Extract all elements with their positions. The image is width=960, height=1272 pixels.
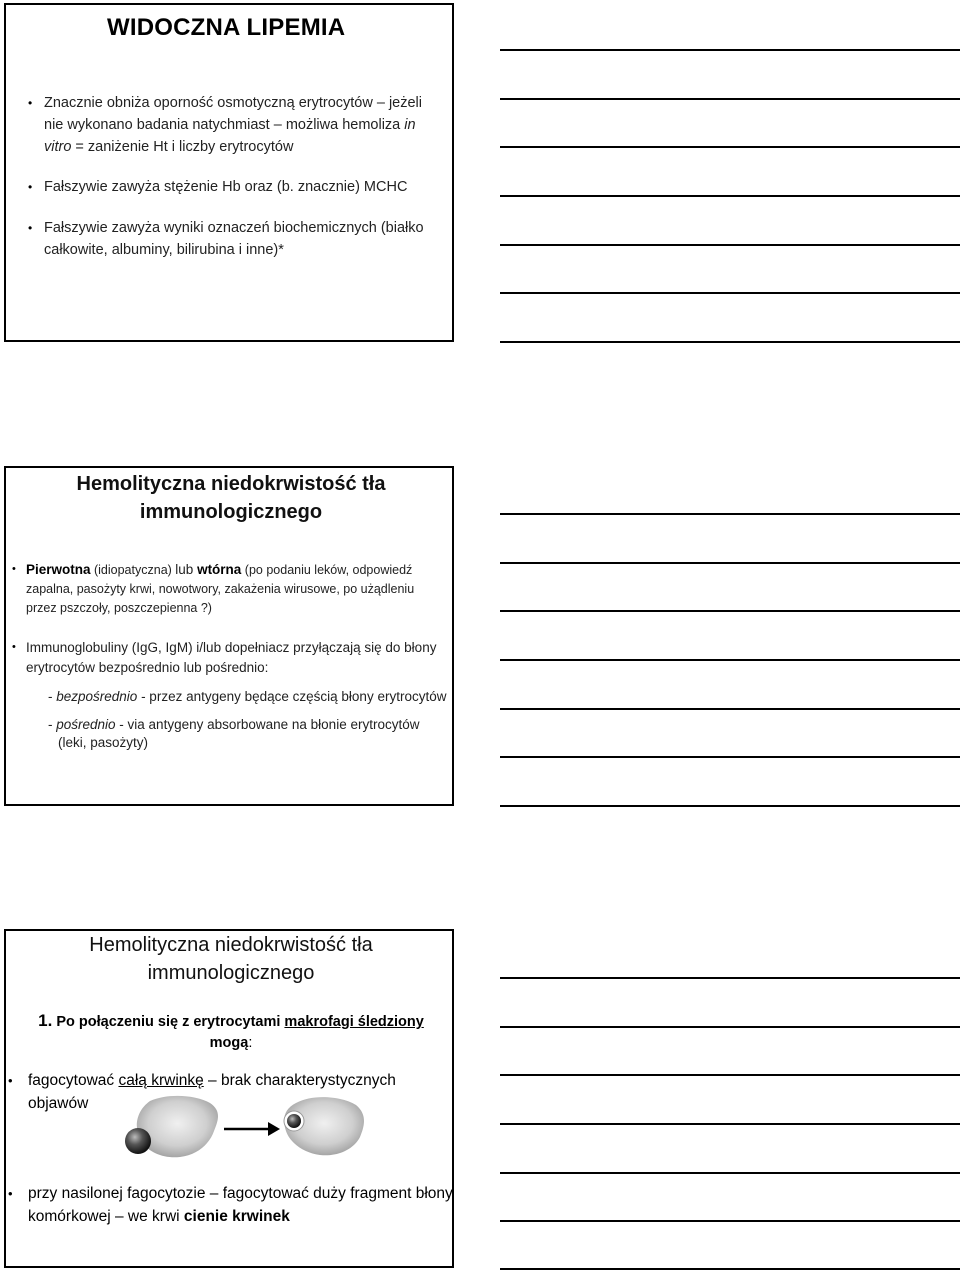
slide2-bullet-2-text: Immunoglobuliny (IgG, IgM) i/lub dopełniacz przyłączają się do błony erytrocytów bezpośrednio lub pośrednio:	[26, 640, 437, 675]
slide3-bullet-2	[6, 1182, 454, 1228]
slide2-title-line2: immunologicznego	[139, 501, 323, 523]
arrow-head-icon	[268, 1122, 280, 1136]
notes-column	[500, 0, 960, 1272]
erythrocyte-left-shape	[125, 1128, 151, 1154]
note-line	[500, 1026, 960, 1028]
slide2-sub-posrednio	[26, 716, 448, 752]
slide3-intro-text-a: Po połączeniu się z erytrocytami	[52, 1014, 285, 1030]
slide3-intro-colon: :	[248, 1035, 253, 1051]
macrophage-left-shape	[137, 1096, 218, 1157]
note-line	[500, 1074, 960, 1076]
slide1-title: WIDOCZNA LIPEMIA	[107, 14, 346, 41]
note-line	[500, 805, 960, 807]
slide2-term-wtorna: wtórna	[197, 562, 242, 577]
note-line	[500, 1268, 960, 1270]
slide3-bullet-2-a: przy nasilonej fagocytozie – fagocytować duży fragment błony komórkowej – we krwi	[28, 1185, 453, 1225]
slide1-bullet-1-text-b: = zaniżenie Ht i liczby erytrocytów	[71, 139, 294, 155]
slide3-title-line2: immunologicznego	[147, 962, 315, 984]
note-line	[500, 708, 960, 710]
slide1-bullet-list	[28, 92, 440, 279]
note-line	[500, 49, 960, 51]
note-line	[500, 610, 960, 612]
note-line	[500, 1172, 960, 1174]
note-line	[500, 659, 960, 661]
slide3-intro-moga: mogą	[209, 1035, 249, 1051]
slide2-title	[6, 470, 456, 526]
slide2-term-pierwotna: Pierwotna	[26, 562, 91, 577]
note-line	[500, 562, 960, 564]
note-line	[500, 195, 960, 197]
slide-widoczna-lipemia	[4, 3, 454, 342]
slide2-bullet-1	[12, 560, 448, 618]
slide1-bullet-2: • Fałszywie zawyża stężenie Hb oraz (b. znacznie) MCHC	[28, 176, 440, 198]
note-line	[500, 513, 960, 515]
erythrocyte-engulfed-shape	[287, 1114, 301, 1128]
slide3-bullet-2-bold: cienie krwinek	[183, 1208, 290, 1225]
slide2-sub2-dash: -	[48, 717, 57, 732]
slide3-title	[6, 931, 456, 987]
slide1-bullet-3: • Fałszywie zawyża wyniki oznaczeń biochemicznych (białko całkowite, albuminy, bilirubina i inne)*	[28, 217, 440, 261]
slide2-sub1-dash: -	[48, 689, 57, 704]
slide1-bullet-1-italic: in vitro	[44, 117, 416, 155]
slide3-title-line1: Hemolityczna niedokrwistość tła	[89, 934, 373, 956]
slide3-bullet-1-underlined: całą krwinkę	[118, 1072, 204, 1089]
slide2-paren-idiopatyczna: (idiopatyczna)	[90, 563, 176, 577]
slide2-sub1-rest: - przez antygeny będące częścią błony erytrocytów	[137, 689, 447, 704]
slide2-bullet-list	[12, 560, 448, 752]
slide1-bullet-1-text-a: Znacznie obniża oporność osmotyczną erytrocytów – jeżeli nie wykonano badania natychmiast – możliwa hemoliza	[44, 95, 422, 133]
note-line	[500, 292, 960, 294]
slide2-lub: lub	[175, 562, 198, 577]
slide2-sub1-italic: bezpośrednio	[56, 689, 138, 704]
note-line	[500, 977, 960, 979]
slide2-sub-bezposrednio	[26, 688, 448, 706]
slide2-bullet-1-rest: (po podaniu leków, odpowiedź zapalna, pasożyty krwi, nowotwory, zakażenia wirusowe, po użądleniu przez pszczoły, poszczepienna ?)	[26, 563, 415, 615]
note-line	[500, 756, 960, 758]
note-line	[500, 1220, 960, 1222]
phagocytosis-illustration	[118, 1091, 378, 1163]
slide-hemolityczna-2	[4, 929, 454, 1268]
slide-hemolityczna-1	[4, 466, 454, 806]
slide3-intro-number: 1.	[38, 1011, 53, 1030]
note-line	[500, 98, 960, 100]
note-line	[500, 341, 960, 343]
slide3-bullet-1-b: – brak charakterystycznych objawów	[28, 1072, 396, 1112]
note-line	[500, 244, 960, 246]
slide2-sub2-italic: pośrednio	[56, 717, 116, 732]
slide2-bullet-2	[12, 638, 448, 752]
slide3-intro-underlined: makrofagi śledziony	[284, 1014, 424, 1030]
slide3-bullet-1-a: fagocytować	[28, 1072, 119, 1089]
slide1-bullet-1	[28, 92, 440, 158]
note-line	[500, 146, 960, 148]
note-line	[500, 1123, 960, 1125]
slide3-intro	[6, 1010, 456, 1054]
slide2-sub2-rest: - via antygeny absorbowane na błonie erytrocytów (leki, pasożyty)	[58, 717, 420, 750]
slide2-title-line1: Hemolityczna niedokrwistość tła	[76, 473, 386, 495]
